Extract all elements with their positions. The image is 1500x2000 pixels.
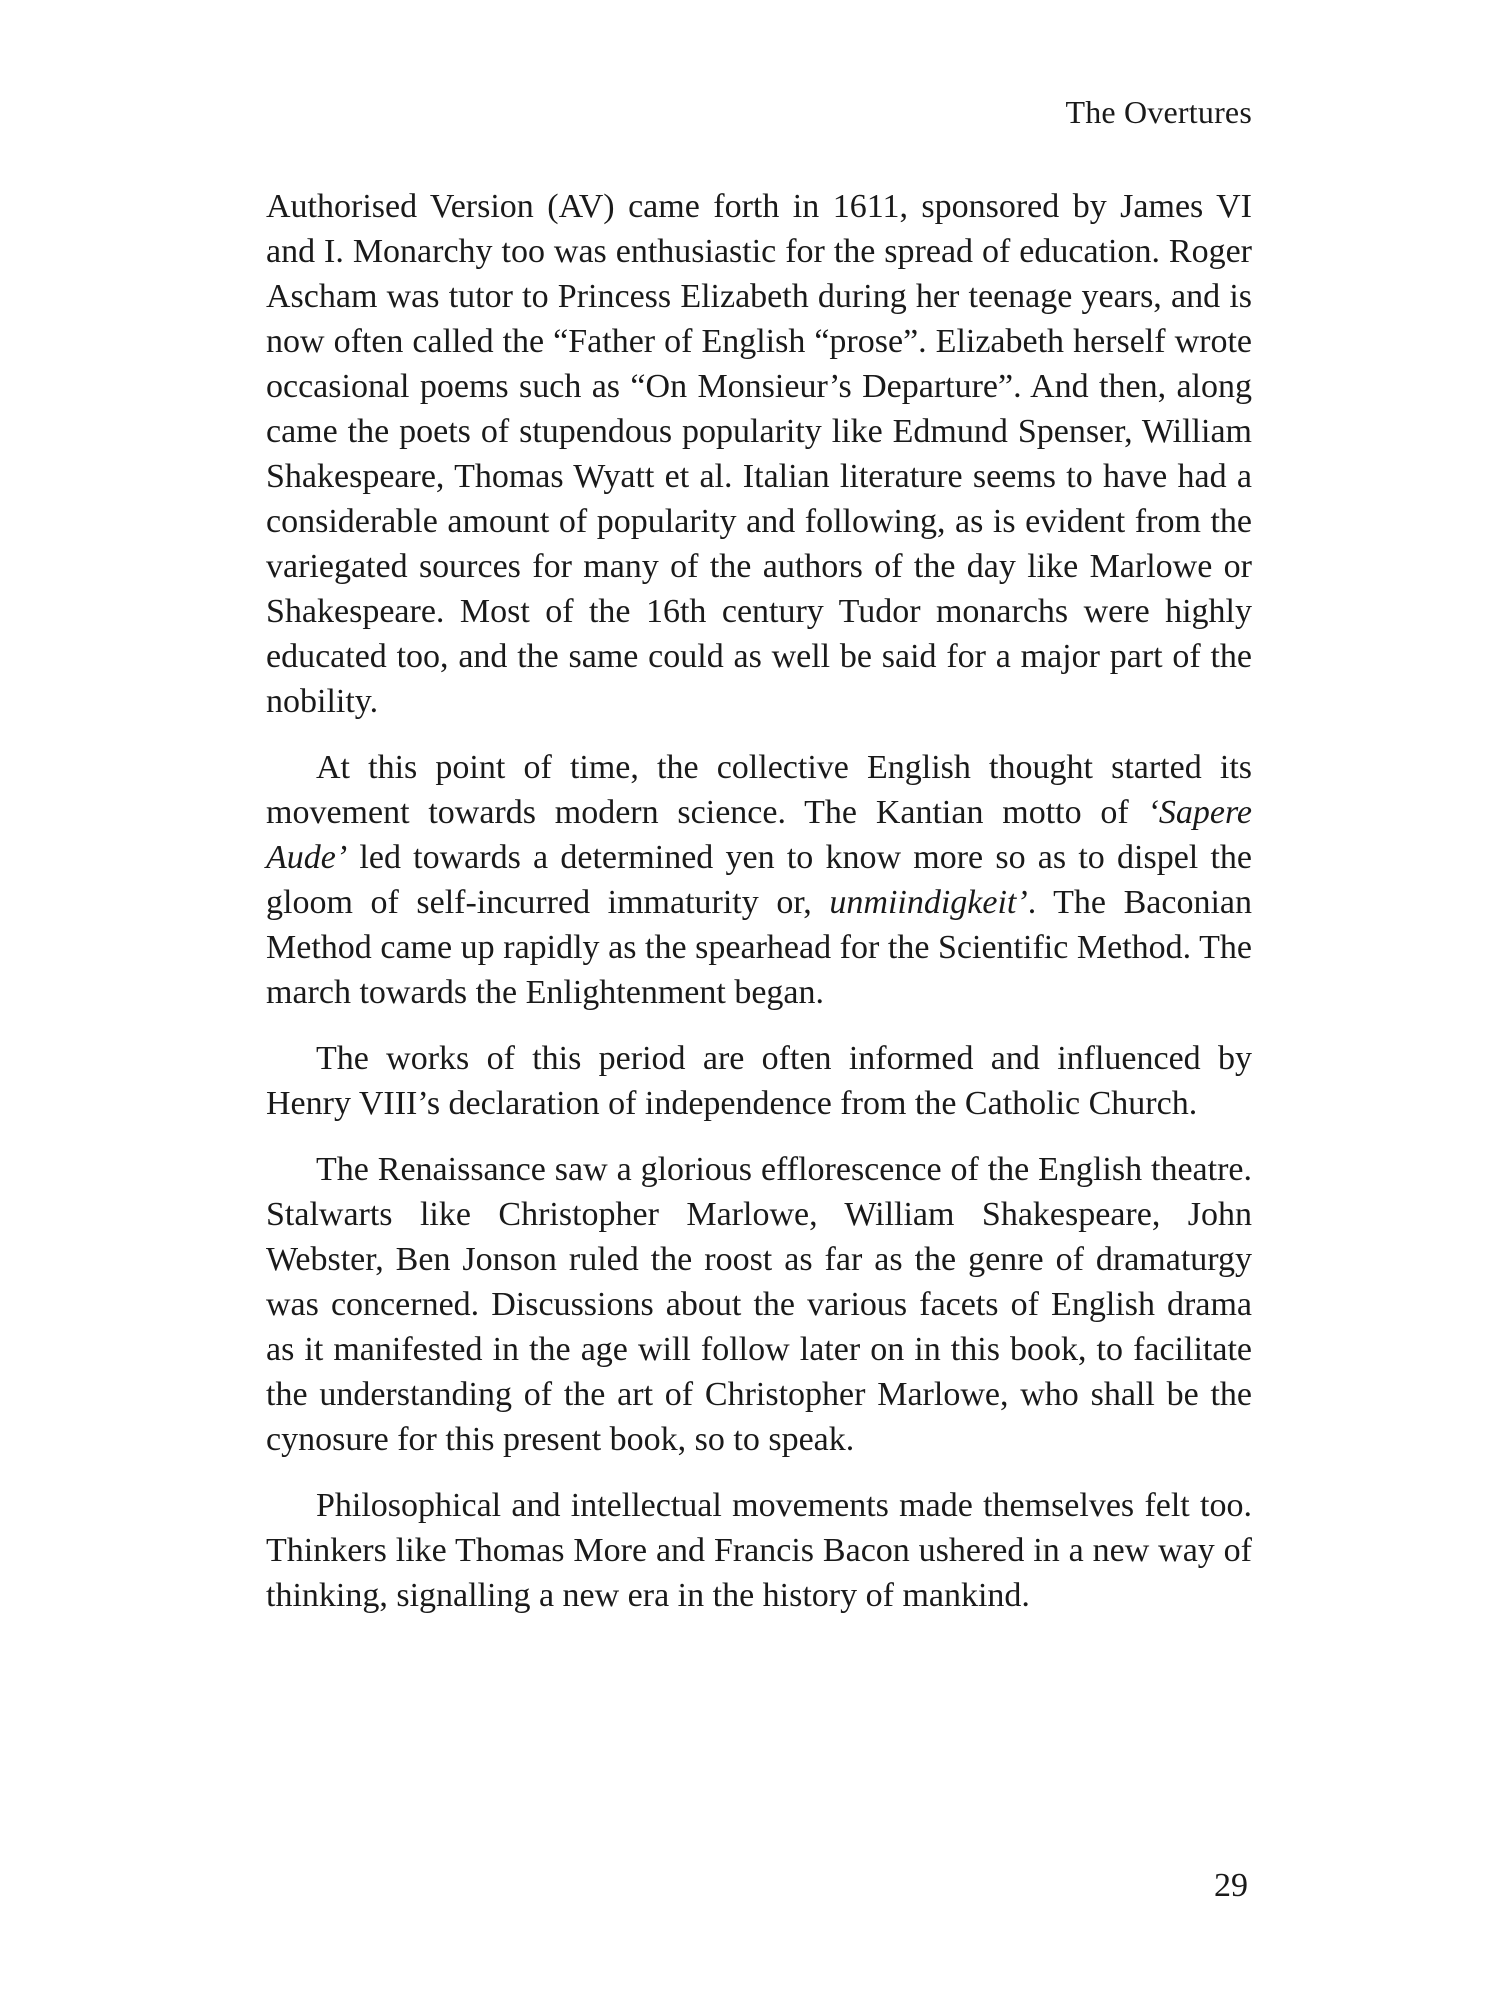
paragraph-2-text-c: . The Baconian Method came up rapidly as the spearhead for the Scientific Method. The march towards the Enlightenment began. bbox=[266, 884, 1252, 1011]
paragraph-2-text-b: led towards a determined yen to know more so as to dispel the gloom of self-incurred immaturity or, bbox=[266, 839, 1252, 921]
running-header: The Overtures bbox=[1065, 94, 1252, 130]
paragraph-4: The Renaissance saw a glorious efflorescence of the English theatre. Stalwarts like Christopher Marlowe, William Shakespeare, John Webster, Ben Jonson ruled the roost as far as the genre of dramaturgy was concerned. Discussions about the various facets of English drama as it manifested in the age will follow later on in this book, to facilitate the understanding of the art of Christopher Marlowe, who shall be the cynosure for this present book, so to speak. bbox=[266, 1151, 1252, 1458]
paragraph-1: Authorised Version (AV) came forth in 1611, sponsored by James VI and I. Monarchy too was enthusiastic for the spread of education. Roger Ascham was tutor to Princess Elizabeth during her teenage years, and is now often called the “Father of English “prose”. Elizabeth herself wrote occasional poems such as “On Monsieur’s Departure”. And then, along came the poets of stupendous popularity like Edmund Spenser, William Shakespeare, Thomas Wyatt et al. Italian literature seems to have had a considerable amount of popularity and following, as is evident from the variegated sources for many of the authors of the day like Marlowe or Shakespeare. Most of the 16th century Tudor monarchs were highly educated too, and the same could as well be said for a major part of the nobility. bbox=[266, 188, 1252, 720]
paragraph-2-text-a: At this point of time, the collective English thought started its movement towards modern science. The Kantian motto of bbox=[266, 749, 1252, 831]
german-term: unmiindigkeit’ bbox=[829, 884, 1028, 921]
latin-motto: ‘Sapere Aude’ bbox=[266, 794, 1253, 876]
body-text bbox=[266, 184, 1252, 1618]
paragraph-3: The works of this period are often informed and influenced by Henry VIII’s declaration of independence from the Catholic Church. bbox=[266, 1040, 1252, 1122]
page-number: 29 bbox=[1214, 1867, 1248, 1904]
paragraph-2 bbox=[266, 745, 1252, 1015]
paragraph-5: Philosophical and intellectual movements made themselves felt too. Thinkers like Thomas More and Francis Bacon ushered in a new way of thinking, signalling a new era in the history of mankind. bbox=[266, 1487, 1252, 1614]
